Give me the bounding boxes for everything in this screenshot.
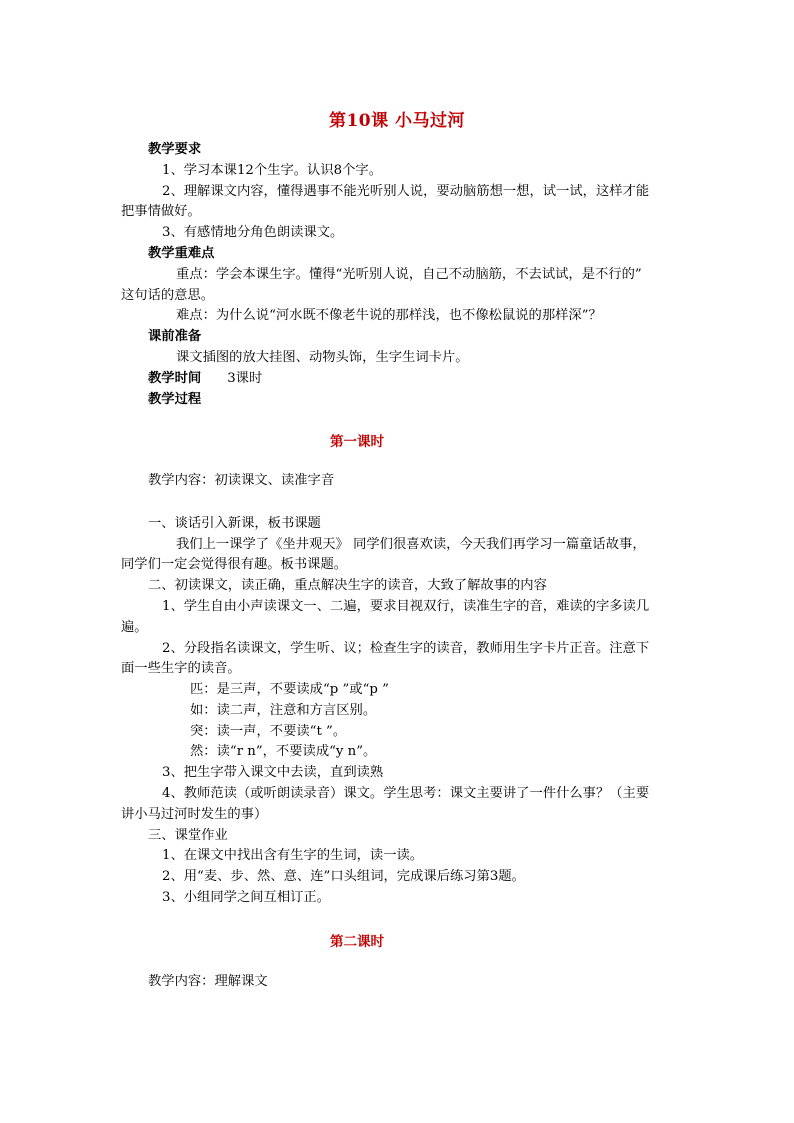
list-item: 3、把生字带入课文中去读，直到读熟 bbox=[162, 765, 384, 780]
requirement-item: 1、学习本课12个生字。认识8个字。 bbox=[162, 163, 382, 178]
lesson1-content: 教学内容：初读课文、读准字音 bbox=[148, 473, 335, 488]
lesson2-heading: 第二课时 bbox=[330, 934, 384, 950]
preparation-heading: 课前准备 bbox=[148, 329, 202, 344]
paragraph-line: 我们上一课学了《坐井观天》 同学们很喜欢读，今天我们再学习一篇童话故事， bbox=[176, 537, 646, 552]
process-heading: 教学过程 bbox=[148, 392, 202, 407]
requirement-item: 2、理解课文内容，懂得遇事不能光听别人说，要动脑筋想一想，试一试，这样才能 bbox=[162, 184, 650, 199]
pronunciation-note: 如：读二声，注意和方言区别。 bbox=[190, 703, 377, 718]
requirement-item: 把事情做好。 bbox=[121, 204, 201, 219]
lesson2-content: 教学内容：理解课文 bbox=[148, 974, 268, 989]
section3-title: 三、课堂作业 bbox=[148, 828, 228, 843]
requirement-item: 3、有感情地分角色朗读课文。 bbox=[162, 225, 344, 240]
list-item: 2、分段指名读课文，学生听、议；检查生字的读音，教师用生字卡片正音。注意下 bbox=[162, 641, 650, 656]
teaching-time bbox=[148, 369, 262, 389]
preparation-text: 课文插图的放大挂图、动物头饰，生字生词卡片。 bbox=[176, 350, 469, 365]
requirements-heading: 教学要求 bbox=[148, 142, 202, 157]
list-item: 3、小组同学之间互相订正。 bbox=[162, 890, 331, 905]
key-point-line: 重点：学会本课生字。懂得“光听别人说，自己不动脑筋，不去试试，是不行的” bbox=[176, 267, 642, 282]
pronunciation-note: 突：读一声，不要读“t ”。 bbox=[190, 724, 347, 739]
section1-title: 一、谈话引入新课，板书课题 bbox=[148, 516, 321, 531]
pronunciation-note: 然：读“r n”，不要读成“y n”。 bbox=[190, 744, 377, 759]
list-item: 1、学生自由小声读课文一、二遍，要求目视双行，读准生字的音，难读的字多读几 bbox=[162, 599, 650, 614]
paragraph-line: 同学们一定会觉得很有趣。板书课题。 bbox=[121, 557, 348, 572]
list-item: 4、教师范读（或听朗读录音）课文。学生思考：课文主要讲了一件什么事？（主要 bbox=[162, 786, 650, 801]
key-point-line: 这句话的意思。 bbox=[121, 288, 215, 303]
list-item: 1、在课文中找出含有生字的生词，读一读。 bbox=[162, 848, 424, 863]
page-title: 第10课 小马过河 bbox=[328, 111, 466, 131]
teaching-time-value: 3课时 bbox=[227, 371, 263, 386]
teaching-time-heading: 教学时间 bbox=[148, 371, 202, 386]
list-item: 遍。 bbox=[121, 620, 148, 635]
pronunciation-note: 匹：是三声，不要读成“p ”或“p ” bbox=[190, 682, 389, 697]
difficulty-line: 难点：为什么说“河水既不像老牛说的那样浅，也不像松鼠说的那样深”？ bbox=[176, 308, 602, 323]
list-item: 面一些生字的读音。 bbox=[121, 661, 241, 676]
list-item: 讲小马过河时发生的事） bbox=[121, 807, 268, 822]
key-points-heading: 教学重难点 bbox=[148, 246, 215, 261]
list-item: 2、用“麦、步、然、意、连”口头组词，完成课后练习第3题。 bbox=[162, 869, 525, 884]
lesson1-heading: 第一课时 bbox=[330, 434, 384, 450]
section2-title: 二、初读课文，读正确，重点解决生字的读音，大致了解故事的内容 bbox=[148, 578, 547, 593]
